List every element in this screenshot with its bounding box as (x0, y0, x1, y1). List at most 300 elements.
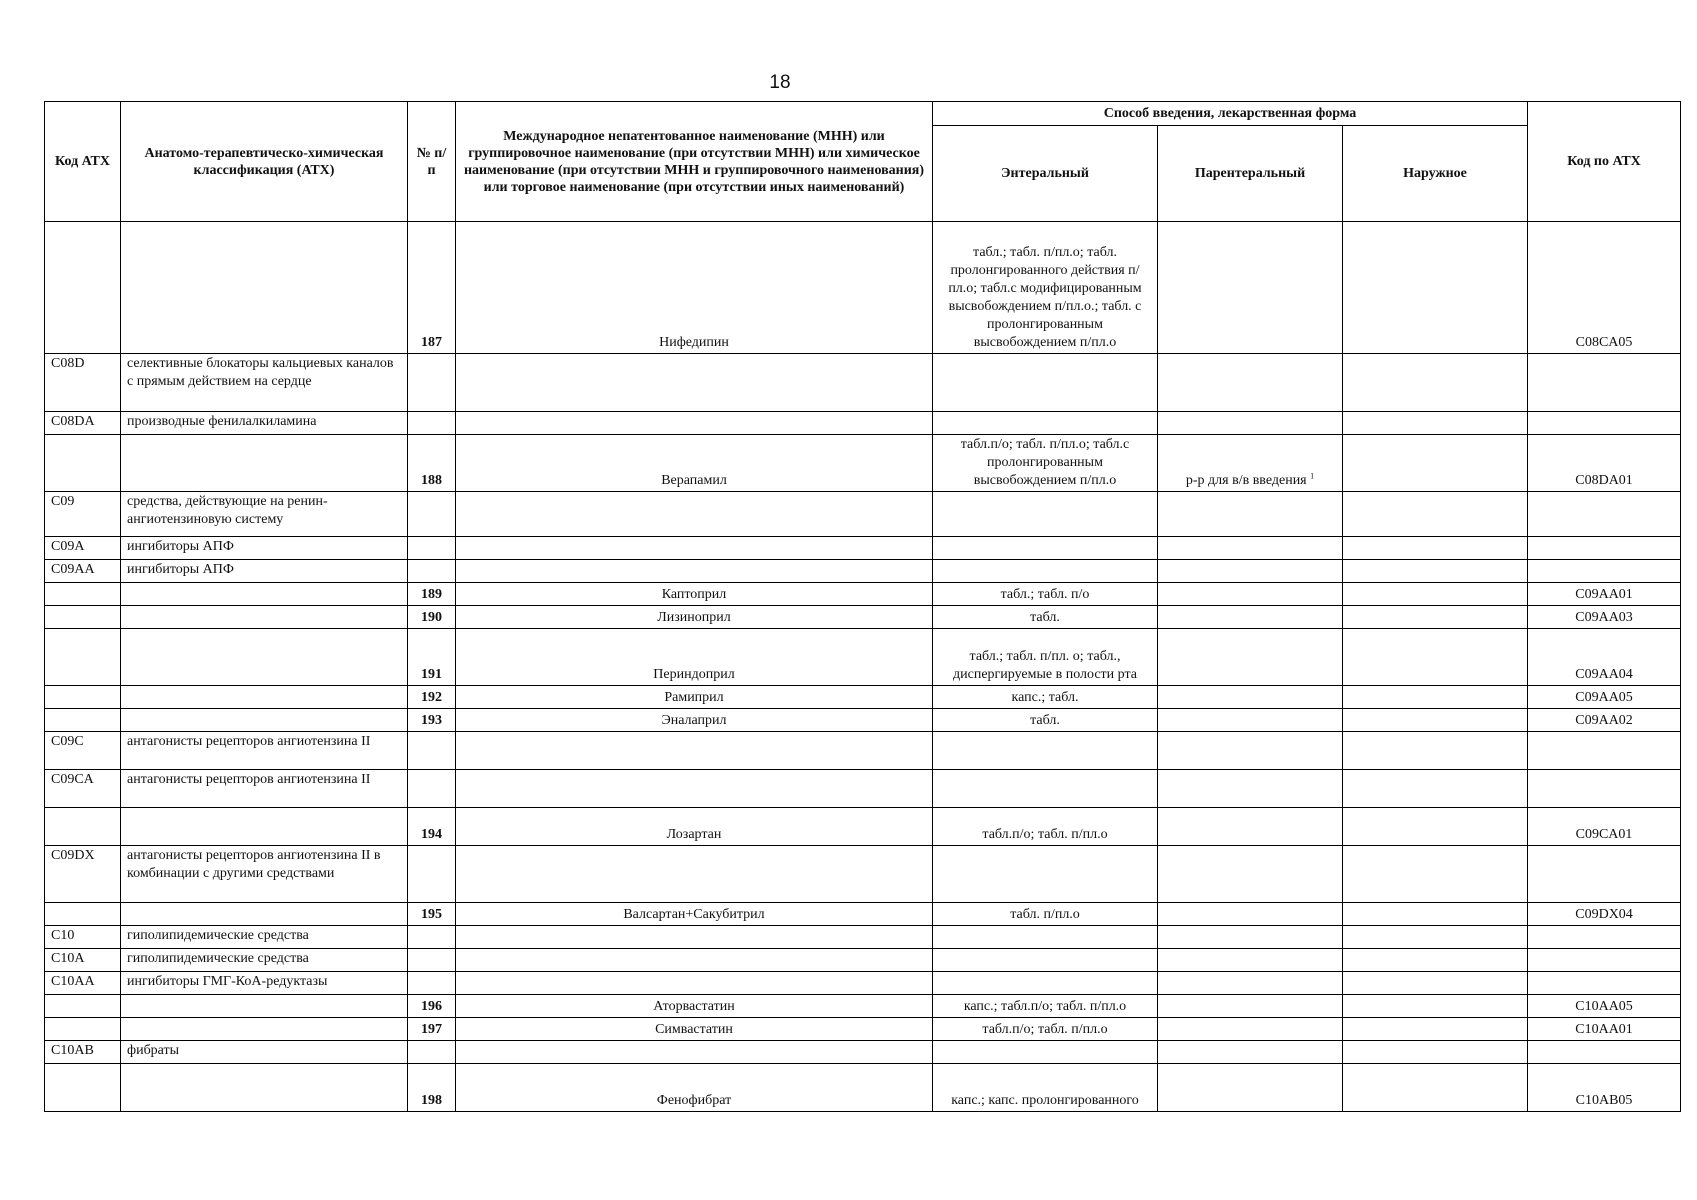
atx-code-text: C09A (51, 539, 85, 554)
table-row (45, 629, 1681, 686)
enteral-form-text: табл.; табл. п/пл.о; табл. пролонгированного действия п/пл.о; табл.с модифицированным высвобождением п/пл.о.; табл. с пролонгированным высвобождением п/пл.о (948, 245, 1142, 350)
classification-text: ингибиторы АПФ (127, 562, 234, 577)
external-form-cell (1343, 492, 1528, 537)
table-row (45, 770, 1681, 808)
drug-name-text: Лизиноприл (657, 610, 731, 625)
table-row (45, 1018, 1681, 1041)
row-number-text: 195 (421, 907, 442, 922)
atx-code-cell (45, 686, 121, 709)
enteral-form-text: табл.п/о; табл. п/пл.о; табл.с пролонгированным высвобождением п/пл.о (960, 437, 1130, 488)
atx-code-text: C09 (51, 494, 75, 509)
atc-code-cell (1528, 583, 1681, 606)
enteral-form-cell (933, 972, 1158, 995)
atx-code-cell (45, 903, 121, 926)
enteral-form-cell (933, 903, 1158, 926)
atc-code-cell (1528, 1041, 1681, 1064)
atc-code-cell (1528, 846, 1681, 903)
atc-code-cell (1528, 560, 1681, 583)
parenteral-form-cell (1158, 1041, 1343, 1064)
row-number-cell (408, 606, 456, 629)
atx-code-cell (45, 926, 121, 949)
classification-cell (121, 846, 408, 903)
table-row (45, 995, 1681, 1018)
enteral-form-text: табл.п/о; табл. п/пл.о (982, 1022, 1108, 1037)
classification-cell (121, 903, 408, 926)
atc-code-cell (1528, 606, 1681, 629)
page-number: 18 (769, 72, 791, 93)
classification-text: гиполипидемические средства (127, 928, 309, 943)
header-name: Международное непатентованное наименование (МНН) или группировочное наименование (при отсутствии МНН) или химическое наименование (при отсутствии МНН и группировочного наименования) или торговое наименование (при отсутствии иных наименований) (456, 102, 933, 222)
atc-code-text: C09AA04 (1575, 667, 1633, 682)
enteral-form-text: табл. (1030, 610, 1060, 625)
table-row (45, 492, 1681, 537)
atx-code-cell (45, 972, 121, 995)
enteral-form-cell (933, 770, 1158, 808)
drug-name-text: Нифедипин (659, 335, 729, 350)
atc-code-cell (1528, 926, 1681, 949)
row-number-cell (408, 222, 456, 354)
parenteral-form-cell (1158, 770, 1343, 808)
table-row (45, 354, 1681, 412)
atc-code-text: C09AA05 (1575, 690, 1633, 705)
drug-name-text: Валсартан+Сакубитрил (623, 907, 765, 922)
enteral-form-cell (933, 606, 1158, 629)
external-form-cell (1343, 1041, 1528, 1064)
external-form-cell (1343, 808, 1528, 846)
enteral-form-cell (933, 732, 1158, 770)
atc-code-text: C09AA02 (1575, 713, 1633, 728)
row-number-cell (408, 972, 456, 995)
external-form-cell (1343, 435, 1528, 492)
table-row (45, 949, 1681, 972)
atx-code-cell (45, 583, 121, 606)
classification-text: производные фенилалкиламина (127, 414, 317, 429)
drug-name-cell (456, 1064, 933, 1112)
parenteral-form-cell (1158, 412, 1343, 435)
external-form-cell (1343, 770, 1528, 808)
atx-code-cell (45, 560, 121, 583)
atc-code-cell (1528, 537, 1681, 560)
atc-code-cell (1528, 903, 1681, 926)
parenteral-form-cell (1158, 1064, 1343, 1112)
atx-code-cell (45, 412, 121, 435)
drug-name-cell (456, 583, 933, 606)
external-form-cell (1343, 1064, 1528, 1112)
row-number-cell (408, 949, 456, 972)
enteral-form-cell (933, 412, 1158, 435)
atc-code-text: C09CA01 (1575, 827, 1633, 842)
drug-name-text: Аторвастатин (653, 999, 735, 1014)
atx-code-text: C10AA (51, 974, 95, 989)
drug-name-text: Лозартан (666, 827, 722, 842)
row-number-cell (408, 732, 456, 770)
enteral-form-text: табл. (1030, 713, 1060, 728)
enteral-form-cell (933, 492, 1158, 537)
row-number-cell (408, 995, 456, 1018)
drug-name-text: Рамиприл (664, 690, 724, 705)
classification-cell (121, 949, 408, 972)
drug-name-cell (456, 606, 933, 629)
atc-code-text: C09AA01 (1575, 587, 1633, 602)
enteral-form-cell (933, 1064, 1158, 1112)
atx-code-text: C09C (51, 734, 84, 749)
row-number-cell (408, 412, 456, 435)
atx-code-cell (45, 222, 121, 354)
classification-cell (121, 972, 408, 995)
enteral-form-cell (933, 435, 1158, 492)
atc-code-cell (1528, 222, 1681, 354)
header-route-group: Способ введения, лекарственная форма (933, 102, 1528, 126)
external-form-cell (1343, 846, 1528, 903)
parenteral-form-cell (1158, 583, 1343, 606)
row-number-text: 190 (421, 610, 442, 625)
atc-code-cell (1528, 808, 1681, 846)
atx-code-text: C08D (51, 356, 85, 371)
atx-code-cell (45, 1064, 121, 1112)
classification-text: ингибиторы АПФ (127, 539, 234, 554)
drug-name-cell (456, 949, 933, 972)
drug-name-cell (456, 492, 933, 537)
row-number-cell (408, 808, 456, 846)
row-number-cell (408, 629, 456, 686)
parenteral-form-cell (1158, 808, 1343, 846)
classification-cell (121, 492, 408, 537)
atc-code-cell (1528, 732, 1681, 770)
classification-text: средства, действующие на ренин-ангиотензиновую систему (127, 494, 328, 527)
classification-cell (121, 770, 408, 808)
atx-code-text: C09AA (51, 562, 95, 577)
table-row (45, 926, 1681, 949)
row-number-text: 196 (421, 999, 442, 1014)
classification-cell (121, 686, 408, 709)
drug-name-cell (456, 629, 933, 686)
parenteral-form-cell (1158, 606, 1343, 629)
row-number-cell (408, 1018, 456, 1041)
atx-code-cell (45, 949, 121, 972)
row-number-text: 192 (421, 690, 442, 705)
drug-name-cell (456, 686, 933, 709)
row-number-cell (408, 1041, 456, 1064)
drug-name-cell (456, 732, 933, 770)
external-form-cell (1343, 686, 1528, 709)
parenteral-form-cell (1158, 560, 1343, 583)
atc-code-cell (1528, 995, 1681, 1018)
drug-name-text: Периндоприл (653, 667, 735, 682)
parenteral-form-cell (1158, 1018, 1343, 1041)
drug-name-text: Симвастатин (655, 1022, 733, 1037)
table-row (45, 903, 1681, 926)
drug-name-text: Верапамил (661, 473, 727, 488)
external-form-cell (1343, 995, 1528, 1018)
parenteral-form-cell (1158, 686, 1343, 709)
atx-code-text: C09DX (51, 848, 95, 863)
enteral-form-cell (933, 926, 1158, 949)
atc-code-text: C08DA01 (1575, 473, 1633, 488)
enteral-form-cell (933, 1041, 1158, 1064)
classification-cell (121, 435, 408, 492)
row-number-text: 188 (421, 473, 442, 488)
atx-code-text: C10 (51, 928, 75, 943)
atc-code-text: C10AB05 (1575, 1093, 1633, 1108)
drug-name-text: Каптоприл (661, 587, 727, 602)
enteral-form-cell (933, 560, 1158, 583)
classification-cell (121, 537, 408, 560)
classification-cell (121, 808, 408, 846)
classification-cell (121, 629, 408, 686)
drug-name-cell (456, 560, 933, 583)
parenteral-form-cell (1158, 995, 1343, 1018)
atc-code-cell (1528, 949, 1681, 972)
atx-code-cell (45, 770, 121, 808)
enteral-form-cell (933, 629, 1158, 686)
classification-cell (121, 583, 408, 606)
classification-cell (121, 995, 408, 1018)
parenteral-form-cell (1158, 972, 1343, 995)
parenteral-form-cell (1158, 435, 1343, 492)
classification-text: ингибиторы ГМГ-КоА-редуктазы (127, 974, 328, 989)
parenteral-form-cell (1158, 537, 1343, 560)
parenteral-form-text: р-р для в/в введения (1185, 473, 1307, 488)
parenteral-form-cell (1158, 354, 1343, 412)
row-number-cell (408, 926, 456, 949)
drug-name-cell (456, 537, 933, 560)
drug-name-cell (456, 903, 933, 926)
atx-code-text: C08DA (51, 414, 95, 429)
classification-cell (121, 1041, 408, 1064)
atx-code-cell (45, 732, 121, 770)
atx-code-cell (45, 808, 121, 846)
atx-code-cell (45, 629, 121, 686)
atc-code-text: C08CA05 (1575, 335, 1633, 350)
enteral-form-text: капс.; капс. пролонгированного (951, 1093, 1139, 1108)
row-number-text: 198 (421, 1093, 442, 1108)
external-form-cell (1343, 412, 1528, 435)
atc-code-cell (1528, 435, 1681, 492)
atc-code-cell (1528, 686, 1681, 709)
table-row (45, 709, 1681, 732)
drug-name-cell (456, 770, 933, 808)
atc-code-text: C09DX04 (1575, 907, 1633, 922)
parenteral-form-cell (1158, 629, 1343, 686)
row-number-text: 193 (421, 713, 442, 728)
row-number-cell (408, 354, 456, 412)
row-number-cell (408, 686, 456, 709)
header-external: Наружное (1343, 126, 1528, 222)
table-row (45, 846, 1681, 903)
atx-code-text: C09CA (51, 772, 94, 787)
drug-name-cell (456, 972, 933, 995)
header-atc-code: Код по АТХ (1528, 102, 1681, 222)
table-row (45, 560, 1681, 583)
drug-name-text: Фенофибрат (656, 1093, 732, 1108)
atx-code-cell (45, 709, 121, 732)
enteral-form-cell (933, 808, 1158, 846)
enteral-form-text: капс.; табл.п/о; табл. п/пл.о (963, 999, 1127, 1014)
table-row (45, 606, 1681, 629)
drug-name-cell (456, 412, 933, 435)
atx-code-cell (45, 1018, 121, 1041)
classification-cell (121, 354, 408, 412)
atx-code-cell (45, 606, 121, 629)
atc-code-cell (1528, 354, 1681, 412)
row-number-cell (408, 770, 456, 808)
atc-code-cell (1528, 1018, 1681, 1041)
classification-text: фибраты (127, 1043, 180, 1058)
enteral-form-cell (933, 846, 1158, 903)
atc-code-cell (1528, 629, 1681, 686)
atx-code-text: C10A (51, 951, 85, 966)
drug-name-cell (456, 846, 933, 903)
classification-cell (121, 560, 408, 583)
table-row (45, 808, 1681, 846)
external-form-cell (1343, 903, 1528, 926)
external-form-cell (1343, 709, 1528, 732)
external-form-cell (1343, 583, 1528, 606)
row-number-cell (408, 846, 456, 903)
enteral-form-cell (933, 1018, 1158, 1041)
drug-table (44, 101, 1681, 1112)
external-form-cell (1343, 629, 1528, 686)
parenteral-form-cell (1158, 709, 1343, 732)
atc-code-cell (1528, 972, 1681, 995)
atx-code-cell (45, 537, 121, 560)
parenteral-form-cell (1158, 222, 1343, 354)
parenteral-form-cell (1158, 846, 1343, 903)
atc-code-cell (1528, 709, 1681, 732)
enteral-form-cell (933, 354, 1158, 412)
classification-cell (121, 1064, 408, 1112)
external-form-cell (1343, 972, 1528, 995)
row-number-text: 189 (421, 587, 442, 602)
external-form-cell (1343, 1018, 1528, 1041)
drug-name-text: Эналаприл (661, 713, 727, 728)
external-form-cell (1343, 560, 1528, 583)
classification-cell (121, 222, 408, 354)
header-code-atx: Код АТХ (45, 102, 121, 222)
row-number-text: 191 (421, 667, 442, 682)
classification-cell (121, 1018, 408, 1041)
parenteral-form-cell (1158, 926, 1343, 949)
row-number-cell (408, 583, 456, 606)
table-row (45, 972, 1681, 995)
classification-cell (121, 926, 408, 949)
header-classification: Анатомо-терапевтическо-химическая классификация (АТХ) (121, 102, 408, 222)
classification-cell (121, 709, 408, 732)
enteral-form-text: табл.п/о; табл. п/пл.о (982, 827, 1108, 842)
drug-name-cell (456, 1041, 933, 1064)
atc-code-cell (1528, 492, 1681, 537)
external-form-cell (1343, 606, 1528, 629)
enteral-form-text: табл. п/пл.о (1010, 907, 1080, 922)
table-row (45, 222, 1681, 354)
parenteral-form-cell (1158, 492, 1343, 537)
table-row (45, 412, 1681, 435)
header-num: № п/п (408, 102, 456, 222)
atc-code-text: C10AA01 (1575, 1022, 1633, 1037)
row-number-text: 187 (421, 335, 442, 350)
atc-code-cell (1528, 770, 1681, 808)
drug-name-cell (456, 808, 933, 846)
footnote-marker: 1 (1310, 471, 1315, 481)
external-form-cell (1343, 732, 1528, 770)
atx-code-text: C10AB (51, 1043, 94, 1058)
atx-code-cell (45, 354, 121, 412)
table-row (45, 732, 1681, 770)
classification-text: гиполипидемические средства (127, 951, 309, 966)
table-body (45, 222, 1681, 1112)
table-row (45, 1064, 1681, 1112)
external-form-cell (1343, 222, 1528, 354)
external-form-cell (1343, 926, 1528, 949)
enteral-form-text: табл.; табл. п/о (1000, 587, 1090, 602)
parenteral-form-cell (1158, 732, 1343, 770)
row-number-cell (408, 1064, 456, 1112)
drug-name-cell (456, 1018, 933, 1041)
drug-name-cell (456, 995, 933, 1018)
drug-name-cell (456, 354, 933, 412)
external-form-cell (1343, 537, 1528, 560)
atc-code-cell (1528, 412, 1681, 435)
table-row (45, 1041, 1681, 1064)
classification-text: антагонисты рецепторов ангиотензина II в комбинации с другими средствами (127, 848, 381, 881)
parenteral-form-cell (1158, 949, 1343, 972)
atx-code-cell (45, 995, 121, 1018)
table-row (45, 537, 1681, 560)
classification-cell (121, 412, 408, 435)
classification-text: антагонисты рецепторов ангиотензина II (127, 734, 371, 749)
drug-name-cell (456, 926, 933, 949)
external-form-cell (1343, 949, 1528, 972)
table-row (45, 583, 1681, 606)
enteral-form-text: капс.; табл. (1011, 690, 1079, 705)
row-number-cell (408, 435, 456, 492)
header-enteral: Энтеральный (933, 126, 1158, 222)
parenteral-form-cell (1158, 903, 1343, 926)
classification-text: селективные блокаторы кальциевых каналов с прямым действием на сердце (127, 356, 394, 389)
atc-code-cell (1528, 1064, 1681, 1112)
enteral-form-cell (933, 949, 1158, 972)
row-number-text: 197 (421, 1022, 442, 1037)
row-number-cell (408, 537, 456, 560)
row-number-cell (408, 560, 456, 583)
row-number-cell (408, 903, 456, 926)
row-number-cell (408, 709, 456, 732)
classification-cell (121, 732, 408, 770)
header-parenteral: Парентеральный (1158, 126, 1343, 222)
atx-code-cell (45, 846, 121, 903)
enteral-form-cell (933, 686, 1158, 709)
atc-code-text: C09AA03 (1575, 610, 1633, 625)
row-number-cell (408, 492, 456, 537)
drug-name-cell (456, 435, 933, 492)
atc-code-text: C10AA05 (1575, 999, 1633, 1014)
table-row (45, 435, 1681, 492)
drug-name-cell (456, 222, 933, 354)
enteral-form-cell (933, 222, 1158, 354)
enteral-form-cell (933, 583, 1158, 606)
classification-text: антагонисты рецепторов ангиотензина II (127, 772, 371, 787)
table-row (45, 686, 1681, 709)
enteral-form-cell (933, 537, 1158, 560)
enteral-form-text: табл.; табл. п/пл. о; табл., диспергируемые в полости рта (953, 649, 1137, 682)
external-form-cell (1343, 354, 1528, 412)
row-number-text: 194 (421, 827, 442, 842)
atx-code-cell (45, 1041, 121, 1064)
atx-code-cell (45, 492, 121, 537)
classification-cell (121, 606, 408, 629)
enteral-form-cell (933, 995, 1158, 1018)
atx-code-cell (45, 435, 121, 492)
